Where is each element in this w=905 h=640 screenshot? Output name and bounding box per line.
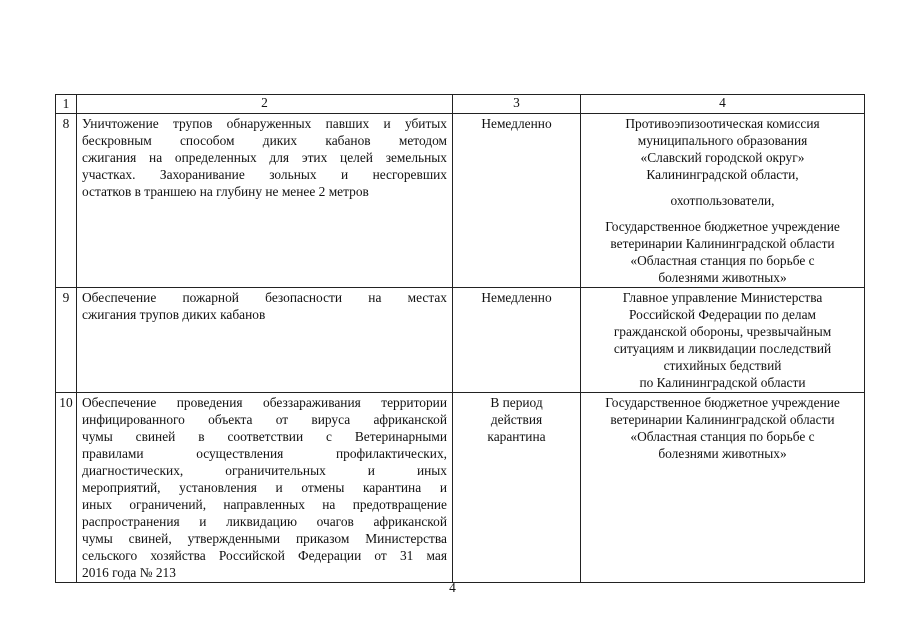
header-col-deadline: 3: [453, 95, 581, 114]
responsible-parties: [581, 393, 865, 583]
responsible-line: ветеринарии Калининградской области: [610, 236, 835, 251]
responsible-line: болезнями животных»: [658, 270, 787, 285]
deadline-line: В период: [490, 395, 543, 410]
action-line: мероприятий, установления и отмены карантина и: [82, 480, 447, 495]
page-number: 4: [449, 580, 456, 595]
header-col-action: 2: [77, 95, 453, 114]
action-line: чумы свиней, утвержденными приказом Министерства: [82, 531, 447, 546]
responsible-parties: [581, 288, 865, 393]
deadline: [453, 288, 581, 393]
action-line: бескровным способом диких кабанов методом: [82, 133, 447, 148]
action-line: Уничтожение трупов обнаруженных павших и убитых: [82, 116, 447, 131]
responsible-line: ситуациям и ликвидации последствий: [613, 341, 832, 356]
action-description: [77, 114, 453, 288]
responsible-line: по Калининградской области: [639, 375, 806, 390]
responsible-line: муниципального образования: [637, 133, 808, 148]
row-number: 10: [56, 393, 77, 583]
responsible-line: Государственное бюджетное учреждение: [605, 395, 840, 410]
responsible-line: «Областная станция по борьбе с: [630, 253, 815, 268]
action-line: остатков в траншею на глубину не менее 2 метров: [82, 184, 369, 199]
responsible-line: ветеринарии Калининградской области: [610, 412, 835, 427]
deadline-line: Немедленно: [481, 116, 552, 131]
action-description: [77, 288, 453, 393]
header-col-responsible: 4: [581, 95, 865, 114]
table-header-row: [56, 95, 865, 114]
action-line: 2016 года № 213: [82, 565, 176, 580]
action-line: Обеспечение пожарной безопасности на местах: [82, 290, 447, 305]
responsible-line: «Областная станция по борьбе с: [630, 429, 815, 444]
responsible-line: охотпользователи,: [670, 193, 775, 208]
responsible-line: Государственное бюджетное учреждение: [605, 219, 840, 234]
action-line: инфицированного объекта от вируса африканской: [82, 412, 447, 427]
row-number: 8: [56, 114, 77, 288]
action-line: сжигания на определенных для этих целей земельных: [82, 150, 447, 165]
responsible-line: Противоэпизоотическая комиссия: [625, 116, 820, 131]
action-line: сельского хозяйства Российской Федерации от 31 мая: [82, 548, 447, 563]
table-row: [56, 114, 865, 288]
header-col-number: 1: [56, 95, 77, 114]
deadline-line: Немедленно: [481, 290, 552, 305]
action-line: правилами осуществления профилактических,: [82, 446, 447, 461]
action-line: чумы свиней в соответствии с Ветеринарными: [82, 429, 447, 444]
block-spacer: [586, 183, 859, 192]
deadline-line: карантина: [487, 429, 546, 444]
action-line: сжигания трупов диких кабанов: [82, 307, 266, 322]
responsible-parties: [581, 114, 865, 288]
deadline: [453, 393, 581, 583]
action-line: диагностических, ограничительных и иных: [82, 463, 447, 478]
block-spacer: [586, 209, 859, 218]
responsible-line: «Славский городской округ»: [640, 150, 805, 165]
responsible-line: Главное управление Министерства: [622, 290, 823, 305]
responsible-line: Российской Федерации по делам: [629, 307, 816, 322]
action-line: иных ограничений, направленных на предотвращение: [82, 497, 447, 512]
deadline-line: действия: [490, 412, 543, 427]
measures-table: [55, 94, 865, 583]
row-number: 9: [56, 288, 77, 393]
responsible-line: гражданской обороны, чрезвычайным: [613, 324, 832, 339]
table-row: [56, 393, 865, 583]
action-line: Обеспечение проведения обеззараживания территории: [82, 395, 447, 410]
action-line: участках. Захоранивание зольных и несгоревших: [82, 167, 447, 182]
responsible-line: болезнями животных»: [658, 446, 787, 461]
table-row: [56, 288, 865, 393]
action-description: [77, 393, 453, 583]
deadline: [453, 114, 581, 288]
action-line: распространения и ликвидацию очагов африканской: [82, 514, 447, 529]
responsible-line: Калининградской области,: [646, 167, 799, 182]
responsible-line: стихийных бедствий: [663, 358, 782, 373]
